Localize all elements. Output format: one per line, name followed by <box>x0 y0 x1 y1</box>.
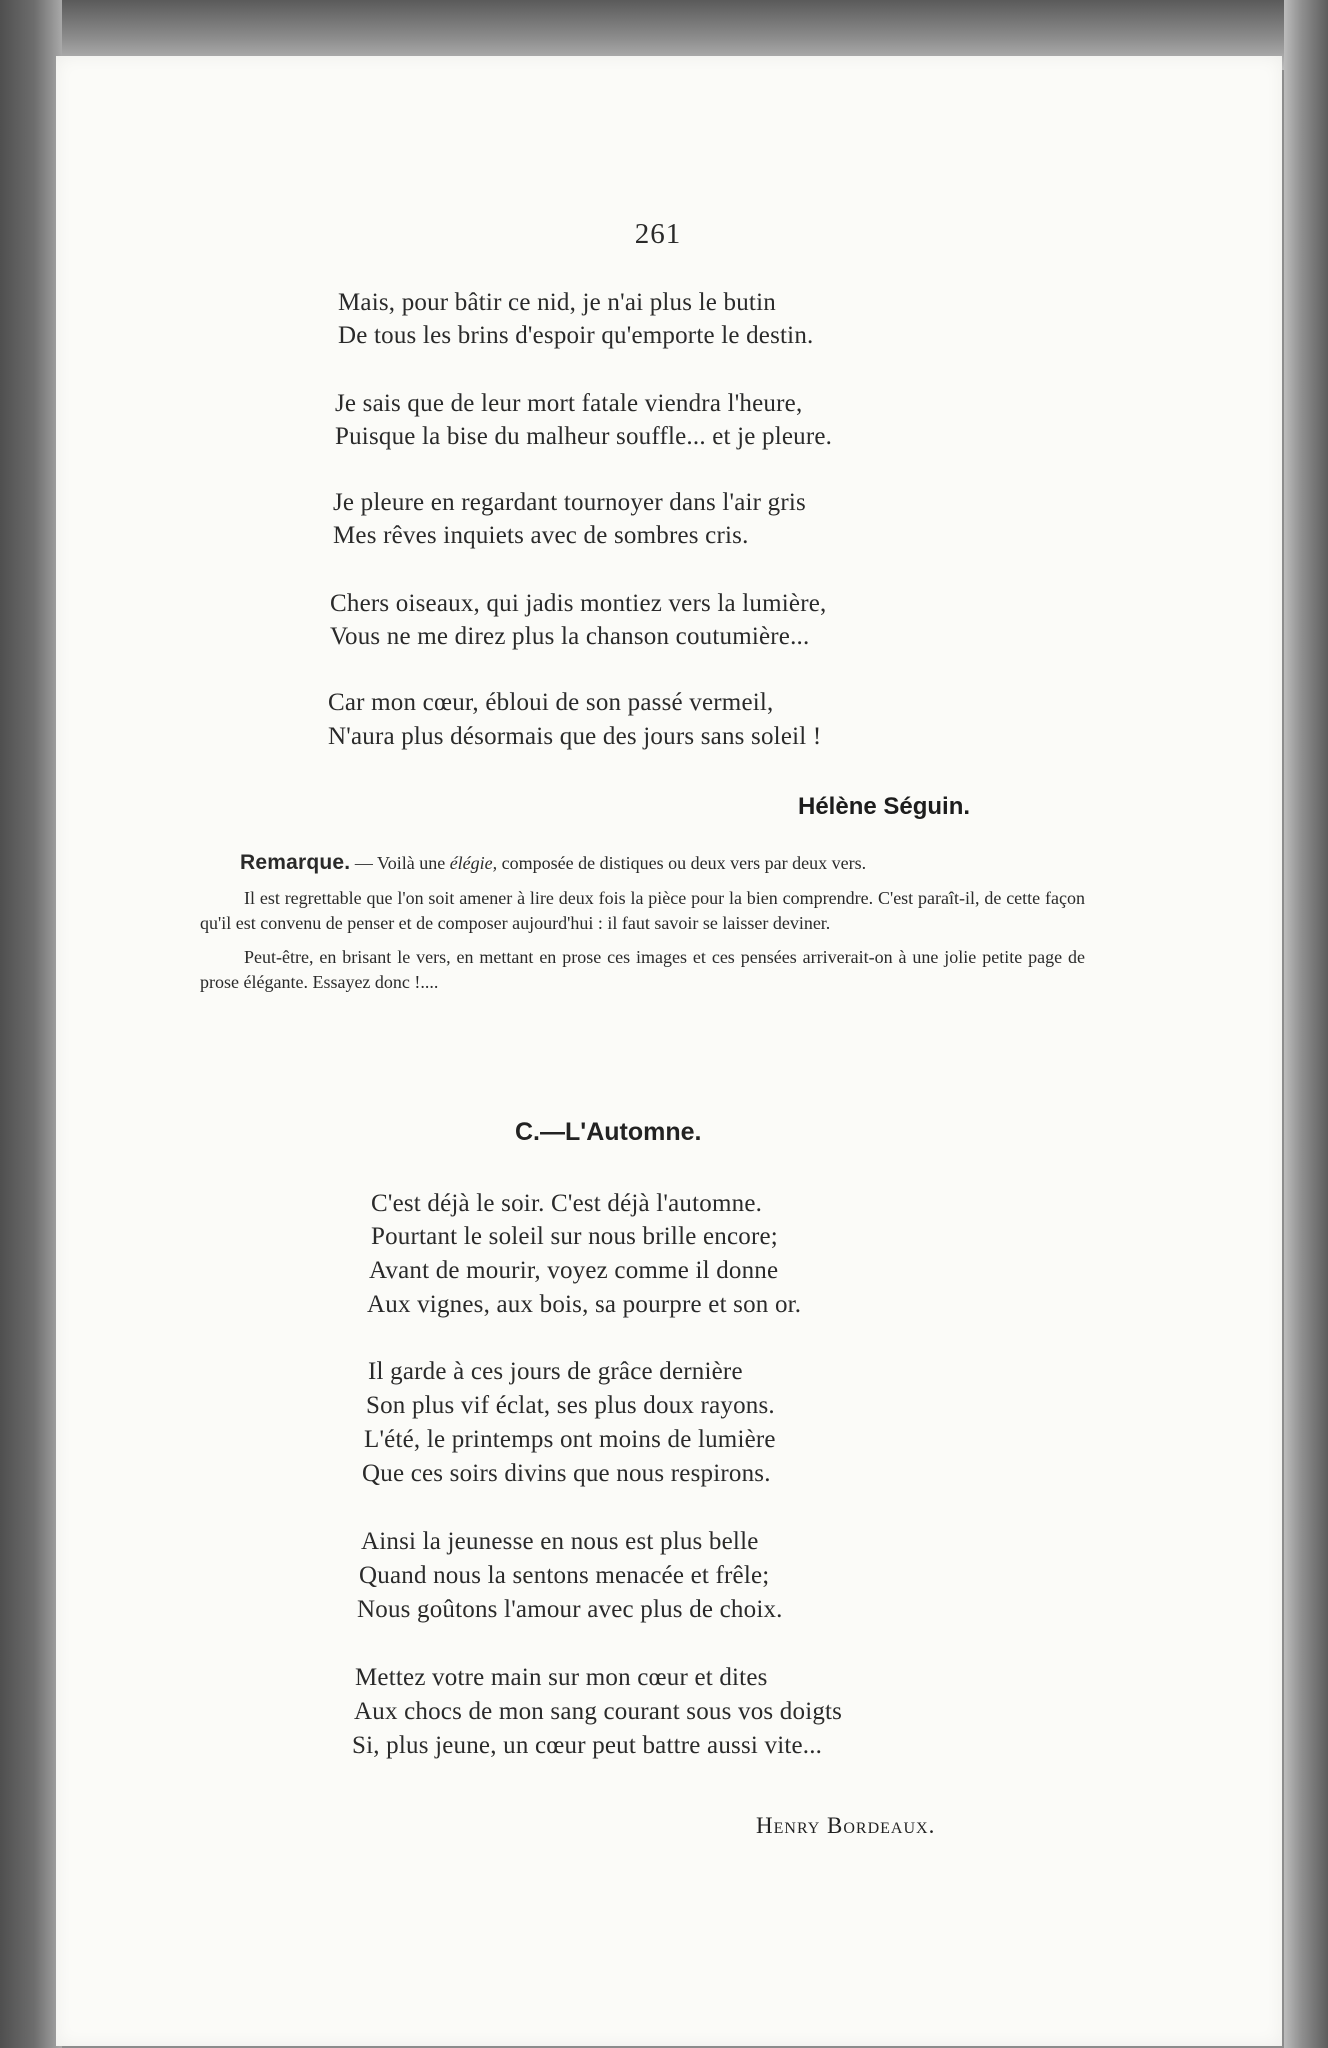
poem-line: Puisque la bise du malheur souffle... et je pleure. <box>335 423 833 450</box>
poem-one-author: Hélène Séguin. <box>798 793 971 820</box>
page-number: 261 <box>634 218 682 250</box>
section-title: C.—L'Automne. <box>515 1118 702 1146</box>
poem-line: Nous goûtons l'amour avec plus de choix. <box>357 1596 783 1623</box>
poem-line: Chers oiseaux, qui jadis montiez vers la lumière, <box>330 590 827 617</box>
remark-intro-text: — Voilà une <box>350 853 450 873</box>
poem-two-author: Henry Bordeaux. <box>756 1813 936 1838</box>
poem-line: Quand nous la sentons menacée et frêle; <box>359 1562 770 1589</box>
poem-line: C'est déjà le soir. C'est déjà l'automne. <box>371 1190 763 1217</box>
poem-line: De tous les brins d'espoir qu'emporte le destin. <box>338 322 814 349</box>
remark-italic-word: élégie, <box>449 853 498 873</box>
remark-paragraph-three: Peut-être, en brisant le vers, en mettant en prose ces images et ces pensées arriverait-on à une jolie petite page de prose élégante. Essayez donc !.... <box>200 946 1085 993</box>
poem-line: Si, plus jeune, un cœur peut battre aussi vite... <box>352 1732 823 1759</box>
poem-line: Pourtant le soleil sur nous brille encore; <box>371 1223 778 1250</box>
poem-line: Son plus vif éclat, ses plus doux rayons. <box>366 1392 775 1419</box>
poem-line: Vous ne me direz plus la chanson coutumière... <box>330 623 810 650</box>
poem-line: N'aura plus désormais que des jours sans soleil ! <box>328 723 822 750</box>
remark-intro-text-end: composée de distiques ou deux vers par deux vers. <box>497 853 867 873</box>
remark-paragraph-one <box>200 848 1085 878</box>
poem-line: Mais, pour bâtir ce nid, je n'ai plus le butin <box>338 289 776 316</box>
poem-line: Je pleure en regardant tournoyer dans l'air gris <box>333 489 806 516</box>
poem-line: Avant de mourir, voyez comme il donne <box>369 1257 779 1284</box>
poem-line: Il garde à ces jours de grâce dernière <box>368 1358 743 1385</box>
poem-line: Mettez votre main sur mon cœur et dites <box>355 1664 768 1691</box>
scan-left-edge <box>0 0 62 2048</box>
poem-line: Ainsi la jeunesse en nous est plus belle <box>361 1528 759 1555</box>
poem-line: Car mon cœur, ébloui de son passé vermeil, <box>328 689 774 716</box>
poem-line: Aux chocs de mon sang courant sous vos doigts <box>354 1698 843 1725</box>
poem-line: Que ces soirs divins que nous respirons. <box>362 1460 771 1487</box>
remark-paragraph-two: Il est regrettable que l'on soit amener à lire deux fois la pièce pour la bien comprendre. C'est paraît-il, de cette façon qu'il est convenu de penser et de composer aujourd'hui : il faut savoir se laisser deviner. <box>200 887 1085 934</box>
poem-line: L'été, le printemps ont moins de lumière <box>364 1426 776 1453</box>
scan-right-edge <box>1284 0 1328 2048</box>
poem-line: Je sais que de leur mort fatale viendra l'heure, <box>335 390 803 417</box>
poem-line: Mes rêves inquiets avec de sombres cris. <box>333 522 749 549</box>
poem-line: Aux vignes, aux bois, sa pourpre et son or. <box>367 1291 802 1318</box>
remark-label: Remarque. <box>240 851 351 874</box>
remark-section <box>200 848 1085 1004</box>
